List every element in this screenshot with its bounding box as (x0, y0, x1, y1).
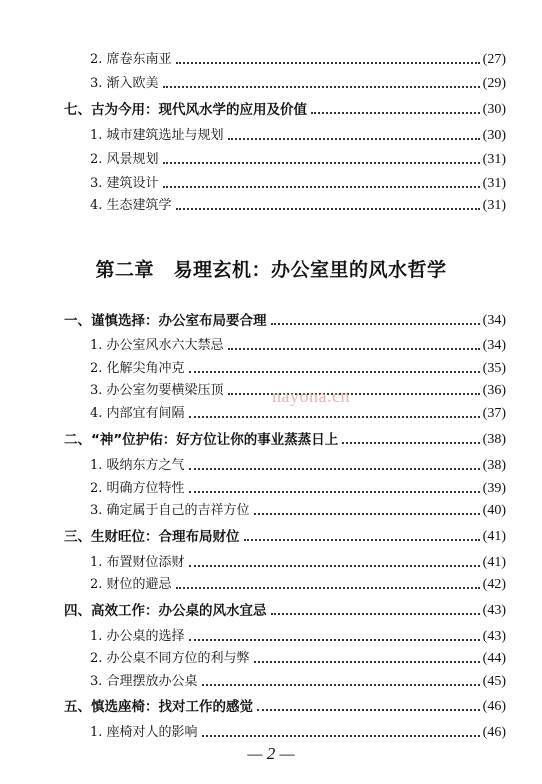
toc-entry-page: (31) (482, 176, 506, 191)
dot-leader (163, 186, 480, 188)
toc-entry-label: 1. 城市建筑选址与规划 (90, 128, 224, 143)
toc-entry[interactable] (90, 497, 506, 519)
toc-entry[interactable] (90, 332, 506, 354)
toc-entry[interactable] (90, 192, 506, 214)
dot-leader (189, 468, 480, 470)
toc-entry-label: 3. 合理摆放办公桌 (90, 674, 198, 689)
dot-leader (228, 393, 480, 395)
toc-section-label: 一、谨慎选择：办公室布局要合理 (64, 313, 267, 329)
toc-entry[interactable] (90, 146, 506, 168)
toc-entry-page: (40) (482, 503, 506, 518)
dot-leader (271, 613, 480, 615)
toc-entry-label: 2. 风景规划 (90, 152, 159, 167)
dot-leader (163, 162, 480, 164)
dot-leader (189, 371, 480, 373)
toc-entry-label: 4. 生态建筑学 (90, 198, 172, 213)
toc-entry[interactable] (90, 645, 506, 667)
dot-leader (176, 587, 480, 589)
toc-entry-page: (46) (482, 725, 506, 740)
page-number: — 2 — (247, 744, 295, 763)
toc-section-page: (46) (482, 699, 506, 714)
toc-section-label: 五、慎选座椅：找对工作的感觉 (64, 699, 253, 715)
toc-section[interactable] (64, 96, 506, 118)
toc-entry[interactable] (90, 668, 506, 690)
toc-entry-page: (45) (482, 674, 506, 689)
toc-entry[interactable] (90, 70, 506, 92)
toc-entry-label: 1. 办公桌的选择 (90, 629, 185, 644)
dot-leader (176, 62, 480, 64)
toc-entry-label: 2. 化解尖角冲克 (90, 361, 185, 376)
toc-section-label: 三、生财旺位：合理布局财位 (64, 529, 240, 545)
chapter-title: 第二章 易理玄机：办公室里的风水哲学 (95, 259, 447, 281)
toc-section-page: (38) (482, 432, 506, 447)
toc-entry-label: 1. 布置财位添财 (90, 555, 185, 570)
toc-entry-page: (39) (482, 481, 506, 496)
dot-leader (189, 491, 480, 493)
toc-entry-page: (35) (482, 361, 506, 376)
toc-section-label: 四、高效工作：办公桌的风水宜忌 (64, 603, 267, 619)
toc-section-page: (41) (482, 529, 506, 544)
toc-entry-page: (38) (482, 458, 506, 473)
toc-entry[interactable] (90, 170, 506, 192)
toc-section-label: 二、“神”位护佑：好方位让你的事业蒸蒸日上 (64, 432, 339, 448)
dot-leader (257, 709, 480, 711)
dot-leader (189, 416, 480, 418)
toc-entry-label: 1. 办公室风水六大禁忌 (90, 338, 224, 353)
toc-entry-page: (30) (482, 128, 506, 143)
toc-section-page: (34) (482, 313, 506, 328)
toc-section[interactable] (64, 426, 506, 448)
toc-entry-label: 4. 内部宜有间隔 (90, 406, 185, 421)
toc-entry-label: 2. 席卷东南亚 (90, 52, 172, 67)
dot-leader (228, 138, 480, 140)
toc-entry-page: (42) (482, 577, 506, 592)
toc-section-page: (30) (482, 102, 506, 117)
toc-entry[interactable] (90, 719, 506, 741)
watermark-text: nayona.cn (272, 386, 350, 406)
toc-entry-page: (31) (482, 198, 506, 213)
toc-section[interactable] (64, 523, 506, 545)
toc-entry-label: 1. 吸纳东方之气 (90, 458, 185, 473)
toc-entry[interactable] (90, 452, 506, 474)
toc-entry-page: (36) (482, 383, 506, 398)
toc-entry-label: 2. 办公桌不同方位的利与弊 (90, 651, 250, 666)
toc-entry-page: (34) (482, 338, 506, 353)
dot-leader (189, 565, 480, 567)
toc-entry[interactable] (90, 623, 506, 645)
toc-entry[interactable] (90, 475, 506, 497)
toc-entry-label: 1. 座椅对人的影响 (90, 725, 198, 740)
toc-entry[interactable] (90, 549, 506, 571)
dot-leader (176, 208, 480, 210)
toc-entry[interactable] (90, 122, 506, 144)
toc-entry-page: (44) (482, 651, 506, 666)
toc-entry-label: 2. 财位的避忌 (90, 577, 172, 592)
toc-section-label: 七、古为今用：现代风水学的应用及价值 (64, 102, 307, 118)
dot-leader (202, 684, 480, 686)
toc-section[interactable] (64, 597, 506, 619)
dot-leader (271, 323, 480, 325)
toc-entry-page: (43) (482, 629, 506, 644)
dot-leader (244, 539, 480, 541)
dot-leader (311, 112, 480, 114)
dot-leader (254, 513, 480, 515)
toc-entry-page: (27) (482, 52, 506, 67)
toc-section-page: (43) (482, 603, 506, 618)
toc-entry-page: (29) (482, 76, 506, 91)
dot-leader (189, 639, 480, 641)
toc-entry-page: (37) (482, 406, 506, 421)
dot-leader (163, 86, 480, 88)
toc-entry[interactable] (90, 355, 506, 377)
dot-leader (202, 735, 480, 737)
toc-section[interactable] (64, 693, 506, 715)
toc-entry-label: 3. 办公室勿要横梁压顶 (90, 383, 224, 398)
dot-leader (254, 661, 480, 663)
toc-entry-label: 2. 明确方位特性 (90, 481, 185, 496)
toc-entry-page: (31) (482, 152, 506, 167)
dot-leader (342, 442, 479, 444)
toc-entry[interactable] (90, 46, 506, 68)
toc-entry-page: (41) (482, 555, 506, 570)
toc-entry-label: 3. 渐入欧美 (90, 76, 159, 91)
toc-section[interactable] (64, 307, 506, 329)
dot-leader (228, 348, 480, 350)
toc-entry-label: 3. 确定属于自己的吉祥方位 (90, 503, 250, 518)
toc-entry-label: 3. 建筑设计 (90, 176, 159, 191)
toc-entry[interactable] (90, 571, 506, 593)
